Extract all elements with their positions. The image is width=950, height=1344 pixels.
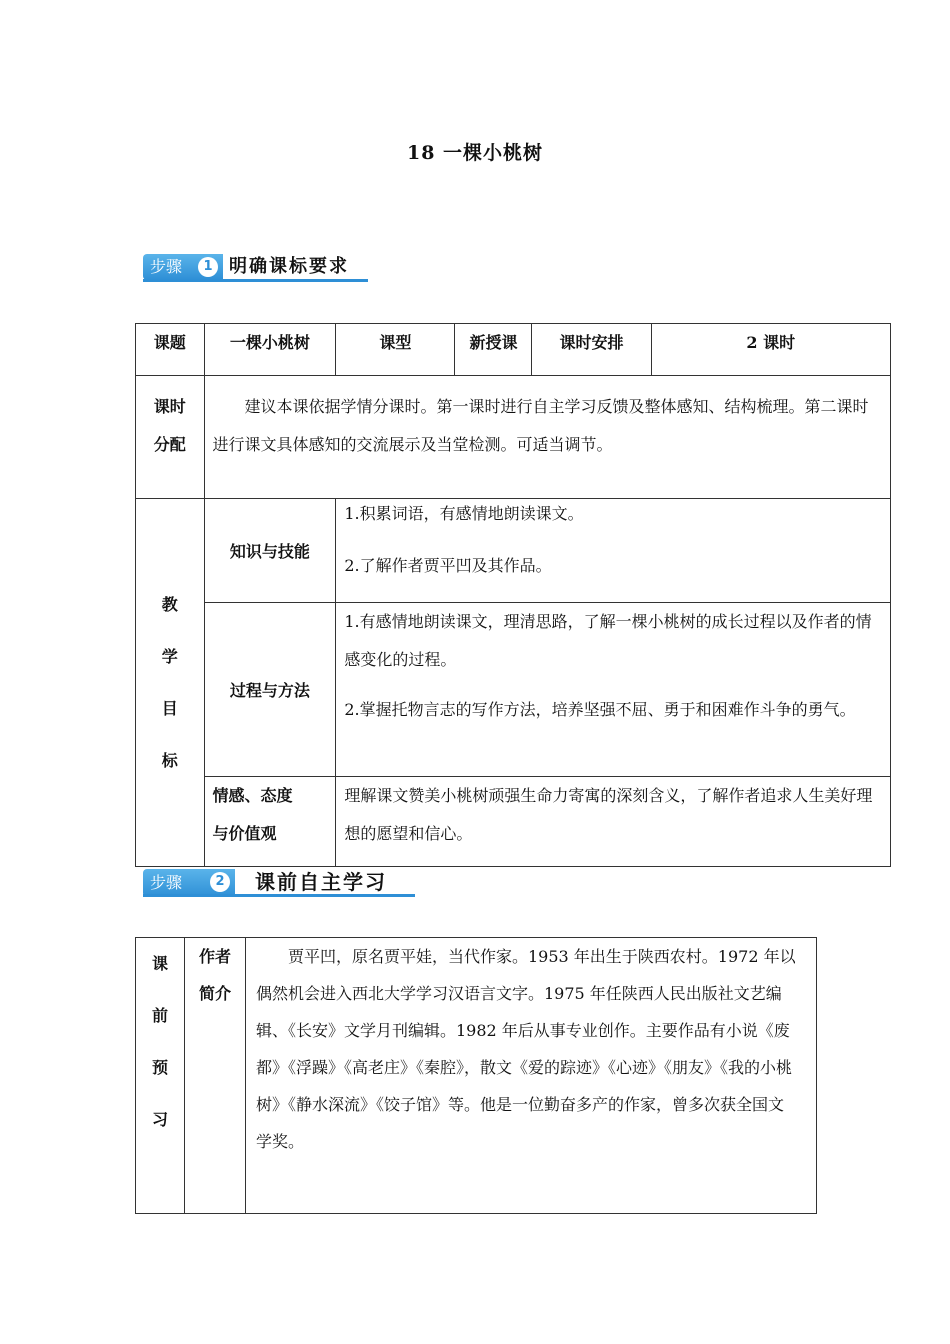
goals-label-char: 学: [161, 646, 178, 666]
goals-label-char: 教: [161, 594, 178, 614]
step2-banner: [143, 869, 415, 897]
goals-label-char: 标: [161, 750, 178, 770]
step2-number: 2: [210, 872, 230, 892]
page-title: 18 一棵小桃树: [406, 142, 544, 164]
process-item: 1.有感情地朗读课文，理清思路，了解一棵小桃树的成长过程以及作者的情感变化的过程。: [344, 612, 872, 669]
schedule-value: 2 课时: [651, 324, 890, 376]
step1-badge-label: 步骤: [150, 257, 183, 276]
emotion-label-line1: 情感、态度: [212, 786, 293, 805]
preclass-label-char: 预: [151, 1058, 168, 1077]
emotion-label: [204, 777, 336, 867]
preclass-label-char: 课: [151, 954, 168, 973]
lesson-type-value: 新授课: [455, 324, 532, 376]
process-content: [336, 603, 891, 777]
schedule-label: 课时安排: [532, 324, 651, 376]
allocation-text: 建议本课依据学情分课时。第一课时进行自主学习反馈及整体感知、结构梳理。第二课时进行课文具体感知的交流展示及当堂检测。可适当调节。: [204, 376, 890, 499]
allocation-label-line1: 课时: [153, 397, 186, 416]
emotion-label-line2: 与价值观: [212, 824, 277, 843]
process-item: 2.掌握托物言志的写作方法，培养坚强不屈、勇于和困难作斗争的勇气。: [344, 700, 856, 719]
knowledge-item: 2.了解作者贾平凹及其作品。: [344, 556, 552, 575]
topic-label: 课题: [136, 324, 205, 376]
process-label: 过程与方法: [204, 603, 336, 777]
author-intro-label: [185, 938, 246, 1214]
author-intro-label-line2: 简介: [198, 984, 231, 1003]
topic-value: 一棵小桃树: [204, 324, 336, 376]
step2-title: 课前自主学习: [255, 870, 387, 894]
preclass-label-char: 前: [151, 1006, 168, 1025]
step1-badge: [143, 254, 223, 280]
emotion-text: 理解课文赞美小桃树顽强生命力寄寓的深刻含义，了解作者追求人生美好理想的愿望和信心。: [336, 777, 891, 867]
preclass-table: [135, 937, 817, 1214]
step1-underline: [143, 279, 368, 282]
goals-label: [136, 499, 205, 867]
preclass-label-char: 习: [151, 1110, 168, 1129]
step1-title: 明确课标要求: [229, 256, 349, 277]
knowledge-label: 知识与技能: [204, 499, 336, 603]
allocation-label-line2: 分配: [153, 435, 186, 454]
lesson-type-label: 课型: [336, 324, 455, 376]
goals-label-char: 目: [161, 698, 178, 718]
step1-banner: [143, 254, 368, 282]
author-intro-text: 贾平凹，原名贾平娃，当代作家。1953 年出生于陕西农村。1972 年以偶然机会进入西北大学学习汉语言文字。1975 年任陕西人民出版社文艺编辑、《长安》文学月刊编辑。1982 年后从事专业创作。主要作品有小说《废都》《浮躁》《高老庄》《秦腔》，散文《爱的踪迹》《心迹》《朋友》《我的小桃树》《静水深流》《饺子馆》等。他是一位勤奋多产的作家，曾多次获全国文学奖。: [246, 938, 817, 1214]
preclass-label: [136, 938, 185, 1214]
step2-badge: [143, 869, 235, 897]
knowledge-content: [336, 499, 891, 603]
step1-number: 1: [198, 257, 218, 277]
author-intro-label-line1: 作者: [198, 947, 231, 966]
allocation-label: [136, 376, 205, 499]
knowledge-item: 1.积累词语，有感情地朗读课文。: [344, 504, 584, 523]
course-standards-table: [135, 323, 891, 867]
step2-underline: [143, 894, 415, 897]
step2-badge-label: 步骤: [150, 873, 183, 892]
